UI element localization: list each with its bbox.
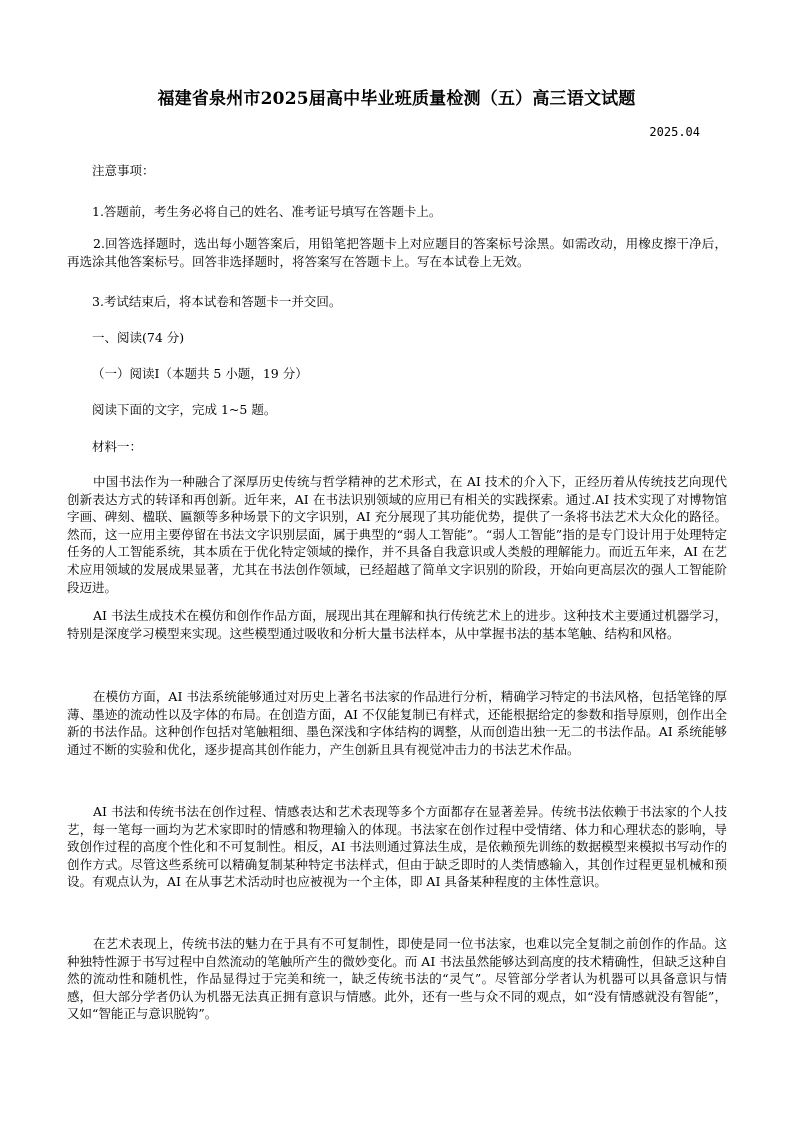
notice-heading: 注意事项： <box>92 163 155 178</box>
notice-item-1: 1.答题前，考生务必将自己的姓名、准考证号填写在答题卡上。 <box>92 204 442 219</box>
section-subheading: （一）阅读Ⅰ（本题共 5 小题，19 分） <box>92 366 308 381</box>
notice-item-3: 3.考试结束后，将本试卷和答题卡一并交回。 <box>92 294 342 309</box>
body-paragraph-3: 在模仿方面，AI 书法系统能够通过对历史上著名书法家的作品进行分析，精确学习特定的书法风格，包括笔锋的厚薄、墨迹的流动性以及字体的布局。在创造方面，AI 不仅能复制已有样式，还能根据给定的参数和指导原则，创作出全新的书法作品。这种创作包括对笔触粗细、墨色深浅和字体结构的调整，从而创造出独一无二的书法作品。AI 系统能够通过不断的实验和优化，逐步提高其创作能力，产生创新且具有视觉冲击力的书法艺术作品。 <box>67 689 727 757</box>
section-instruction: 阅读下面的文字，完成 1~5 题。 <box>92 402 277 417</box>
document-date: 2025.04 <box>649 125 700 139</box>
section-heading: 一、阅读(74 分) <box>92 330 185 345</box>
body-paragraph-5: 在艺术表现上，传统书法的魅力在于具有不可复制性，即使是同一位书法家，也难以完全复制之前创作的作品。这种独特性源于书写过程中自然流动的笔触所产生的微妙变化。而 AI 书法虽然能够达到高度的技术精确性，但缺乏这种自然的流动性和随机性，作品显得过于完美和统一，缺乏传统书法的“灵气”。尽管部分学者认为机器可以具备意识与情感，但大部分学者仍认为机器无法真正拥有意识与情感。此外，还有一些与众不同的观点，如“没有情感就没有智能”，又如“智能正与意识脱钩”。 <box>67 936 727 1022</box>
body-paragraph-1: 中国书法作为一种融合了深厚历史传统与哲学精神的艺术形式，在 AI 技术的介入下，正经历着从传统技艺向现代创新表达方式的转译和再创新。近年来，AI 在书法识别领域的应用已有相关的实践探索。通过.AI 技术实现了对博物馆字画、碑刻、楹联、匾额等多种场景下的文字识别，AI 充分展现了其功能优势，提供了一条将书法艺术大众化的路径。然而，这一应用主要停留在书法文字识别层面，属于典型的“弱人工智能”。“弱人工智能”指的是专门设计用于处理特定任务的人工智能系统，其本质在于优化特定领域的操作，并不具备自我意识或人类般的理解能力。而近五年来，AI 在艺术应用领域的发展成果显著，尤其在书法创作领域，已经超越了简单文字识别的阶段，开始向更高层次的强人工智能阶段迈进。 <box>67 474 727 595</box>
body-paragraph-4: AI 书法和传统书法在创作过程、情感表达和艺术表现等多个方面都存在显著差异。传统书法依赖于书法家的个人技艺，每一笔每一画均为艺术家即时的情感和物理输入的体现。书法家在创作过程中受情绪、体力和心理状态的影响，导致创作过程的高度个性化和不可复制性。相反，AI 书法则通过算法生成，是依赖预先训练的数据模型来模拟书写动作的创作方式。尽管这些系统可以精确复制某种特定书法样式，但由于缺乏即时的人类情感输入，其创作过程更显机械和预设。有观点认为，AI 在从事艺术活动时也应被视为一个主体，即 AI 具备某种程度的主体性意识。 <box>67 804 727 890</box>
body-paragraph-2: AI 书法生成技术在模仿和创作作品方面，展现出其在理解和执行传统艺术上的进步。这种技术主要通过机器学习，特别是深度学习模型来实现。这些模型通过吸收和分析大量书法样本，从中掌握书法的基本笔触、结构和风格。 <box>67 608 727 641</box>
document-title: 福建省泉州市2025届高中毕业班质量检测（五）高三语文试题 <box>157 89 636 109</box>
notice-item-2: 2.回答选择题时，选出每小题答案后，用铅笔把答题卡上对应题目的答案标号涂黑。如需改动，用橡皮擦干净后，再选涂其他答案标号。回答非选择题时，将答案写在答题卡上。写在本试卷上无效。 <box>67 236 727 269</box>
material-label: 材料一： <box>92 439 143 454</box>
